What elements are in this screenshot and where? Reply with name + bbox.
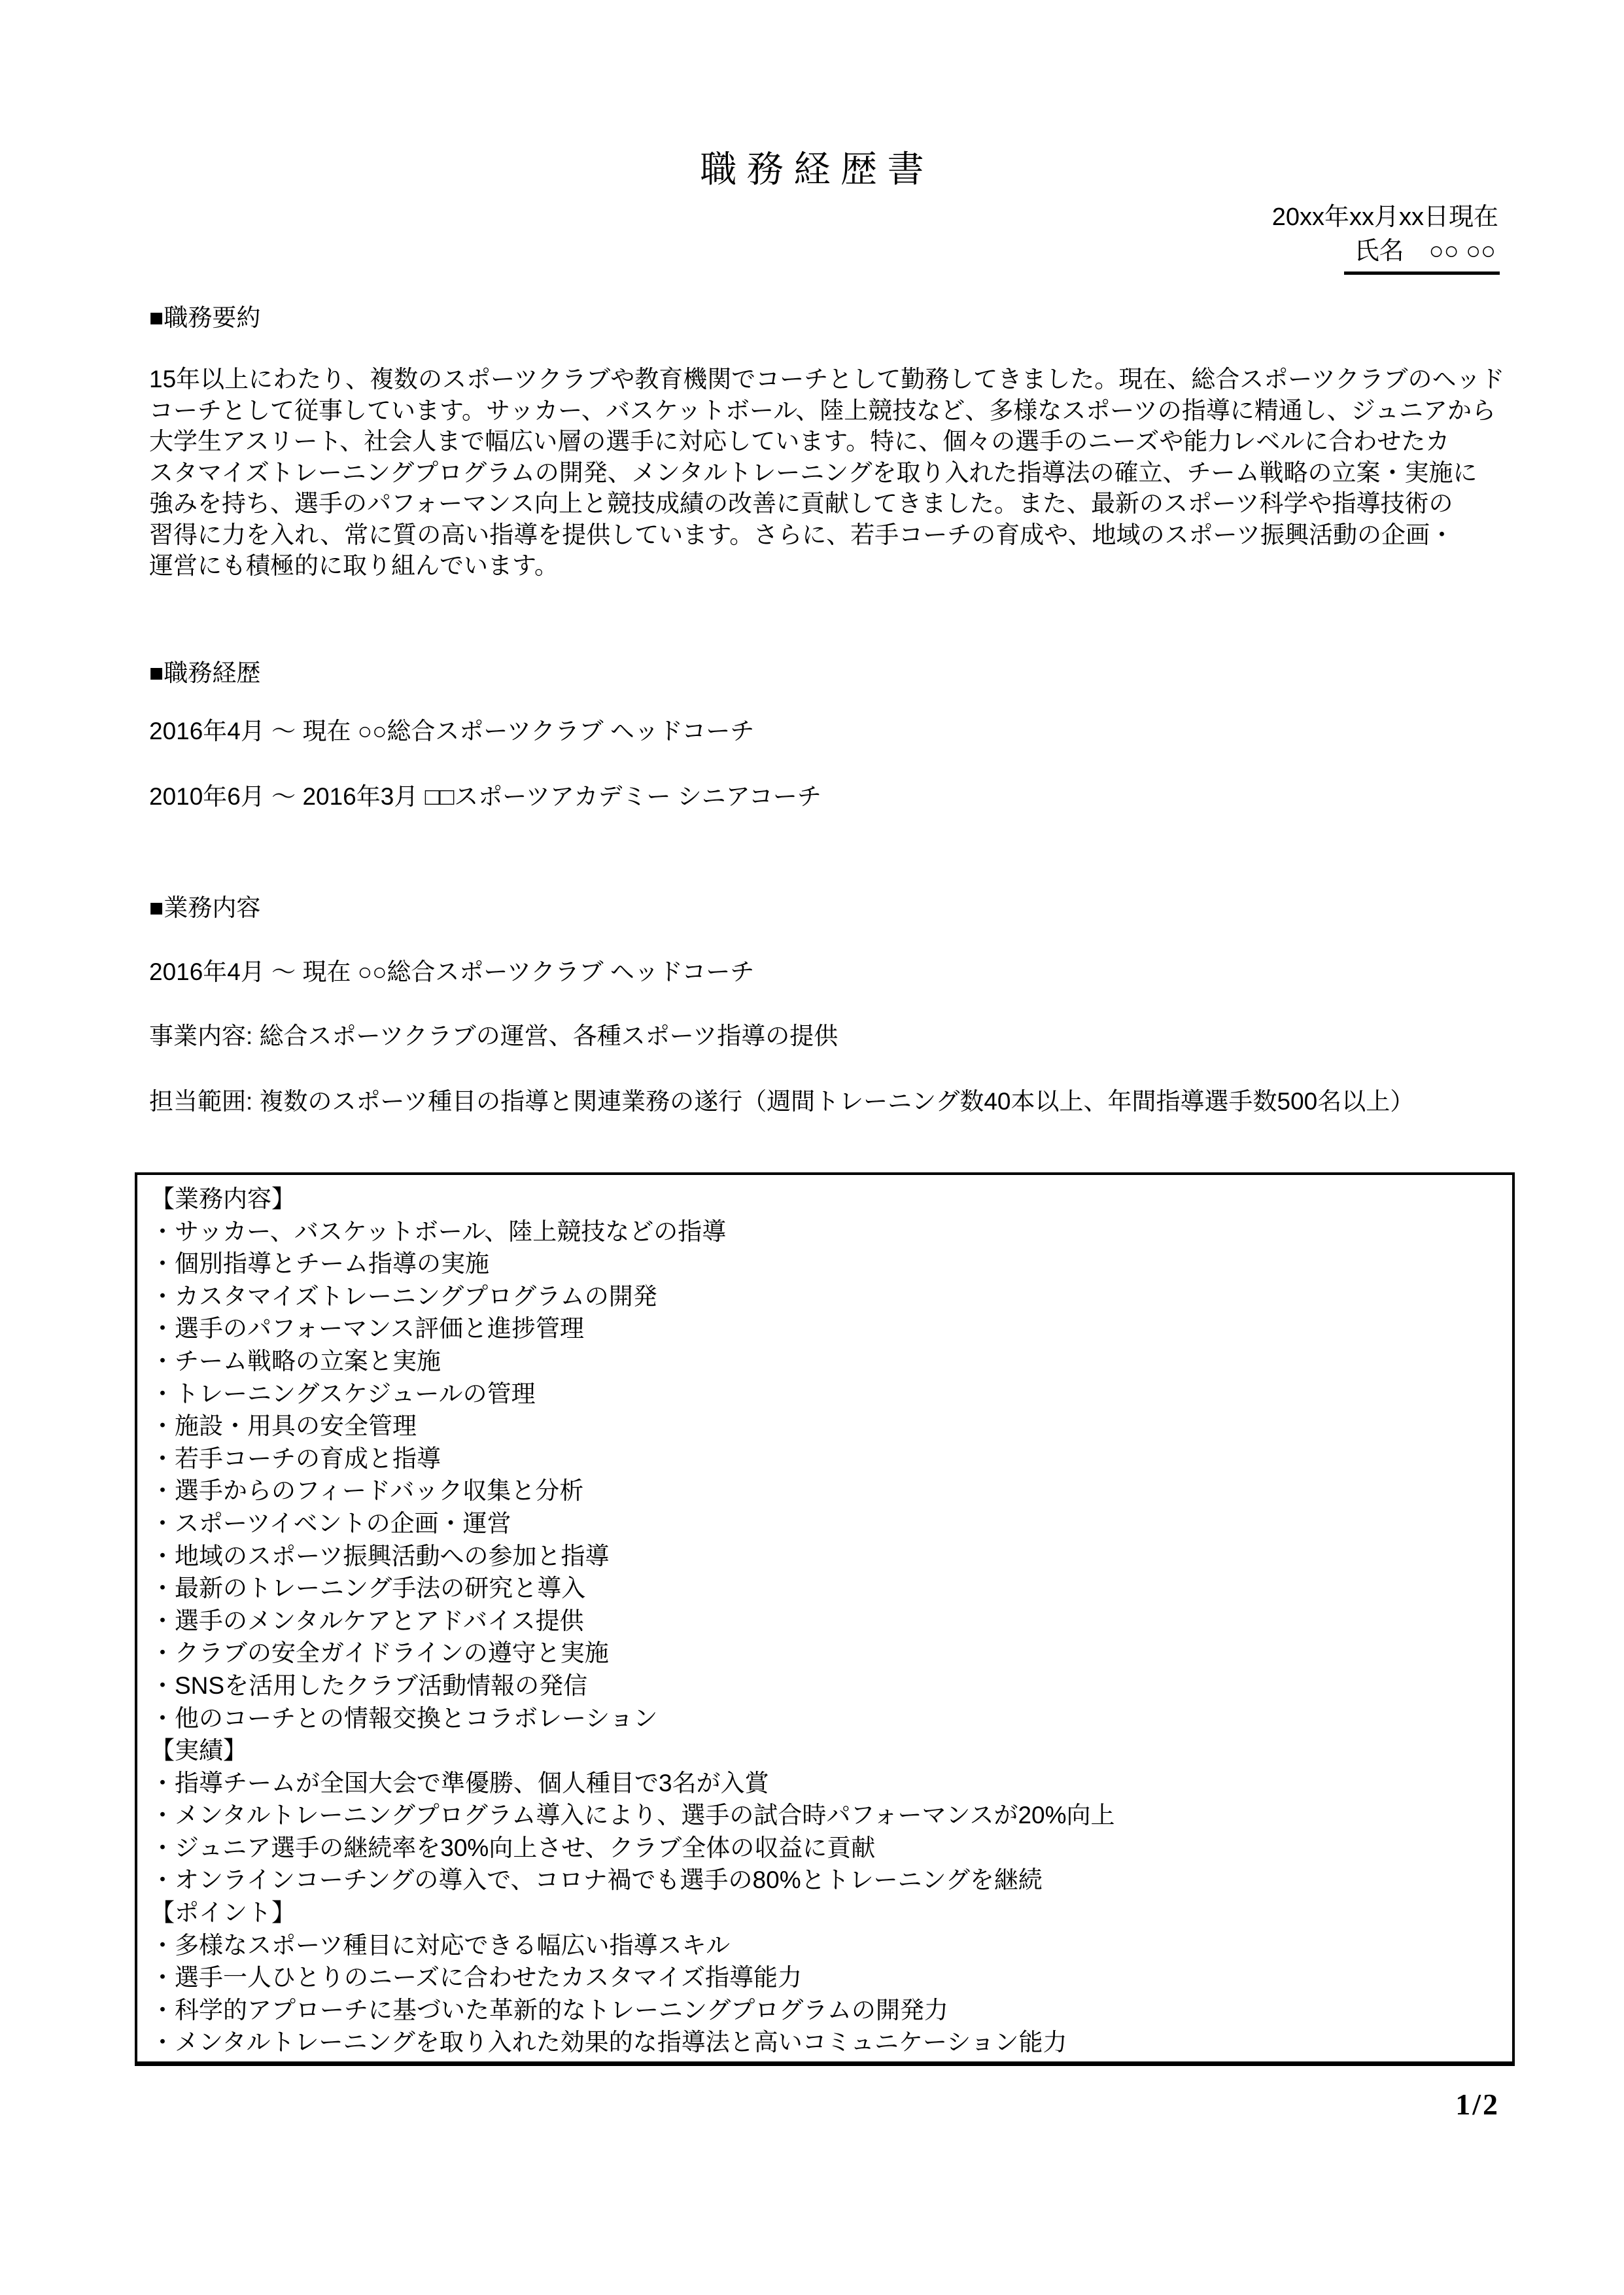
name-line: 氏名 ○○ ○○ (1344, 230, 1500, 275)
summary-paragraph (149, 364, 1504, 582)
career-entries (149, 716, 821, 847)
detail-box-line: ・施設・用具の安全管理 (150, 1412, 417, 1440)
detail-box-line: ・科学的アプローチに基づいた革新的なトレーニングプログラムの開発力 (150, 1996, 948, 2023)
duties-section-header: ■業務内容 (149, 894, 261, 921)
detail-box-line: ・サッカー、バスケットボール、陸上競技などの指導 (150, 1218, 727, 1245)
detail-box-line: 【実績】 (150, 1737, 247, 1764)
summary-paragraph-line: 強みを持ち、選手のパフォーマンス向上と競技成績の改善に貢献してきました。また、最新のスポーツ科学や指導技術の (149, 490, 1453, 517)
detail-box-line: ・選手一人ひとりのニーズに合わせたカスタマイズ指導能力 (150, 1964, 803, 1991)
summary-section-header: ■職務要約 (149, 304, 261, 331)
page-number: 1/2 (1455, 2088, 1500, 2121)
detail-box-line: ・スポーツイベントの企画・運営 (150, 1509, 511, 1537)
duties-period-line: 2016年4月 ～ 現在 ○○総合スポーツクラブ ヘッドコーチ (149, 958, 755, 985)
detail-box-line: ・SNSを活用したクラブ活動情報の発信 (150, 1672, 588, 1699)
detail-box-line: ・オンラインコーチングの導入で、コロナ禍でも選手の80%とトレーニングを継続 (150, 1866, 1043, 1894)
detail-box-line: ・他のコーチとの情報交換とコラボレーション (150, 1704, 658, 1732)
detail-box-line: ・指導チームが全国大会で準優勝、個人種目で3名が入賞 (150, 1769, 769, 1796)
detail-box-line: ・メンタルトレーニングを取り入れた効果的な指導法と高いコミュニケーション能力 (150, 2029, 1067, 2056)
detail-box-line: ・地域のスポーツ振興活動への参加と指導 (150, 1542, 610, 1569)
summary-paragraph-line: 大学生アスリート、社会人まで幅広い層の選手に対応しています。特に、個々の選手のニーズや能力レベルに合わせたカ (149, 428, 1450, 455)
detail-box-line: ・チーム戦略の立案と実施 (150, 1347, 441, 1375)
detail-box-line: ・若手コーチの育成と指導 (150, 1445, 441, 1472)
current-date-line: 20xx年xx月xx日現在 (1271, 203, 1498, 231)
detail-box-line: ・選手のパフォーマンス評価と進捗管理 (150, 1315, 585, 1342)
page-title: 職 務 経 歴 書 (700, 149, 924, 190)
summary-paragraph-line: コーチとして従事しています。サッカー、バスケットボール、陸上競技など、多様なスポーツの指導に精通し、ジュニアから (149, 396, 1496, 424)
detail-box-line: ・カスタマイズトレーニングプログラムの開発 (150, 1282, 657, 1310)
detail-box-line: ・トレーニングスケジュールの管理 (150, 1380, 536, 1407)
summary-paragraph-line: 15年以上にわたり、複数のスポーツクラブや教育機関でコーチとして勤務してきました。現在、総合スポーツクラブのヘッド (149, 366, 1505, 393)
summary-paragraph-line: 運営にも積極的に取り組んでいます。 (149, 552, 559, 579)
detail-box-line: ・個別指導とチーム指導の実施 (150, 1250, 489, 1278)
career-section-header: ■職務経歴 (149, 659, 261, 686)
detail-box-line: ・最新のトレーニング手法の研究と導入 (150, 1575, 586, 1602)
detail-box-line: ・ジュニア選手の継続率を30%向上させ、クラブ全体の収益に貢献 (150, 1834, 876, 1861)
detail-box-line: ・クラブの安全ガイドラインの遵守と実施 (150, 1639, 609, 1667)
career-entry: 2016年4月 ～ 現在 ○○総合スポーツクラブ ヘッドコーチ (149, 718, 755, 745)
detail-box-line: ・メンタルトレーニングプログラム導入により、選手の試合時パフォーマンスが20%向上 (150, 1802, 1115, 1829)
duties-business-line: 事業内容: 総合スポーツクラブの運営、各種スポーツ指導の提供 (149, 1023, 838, 1049)
detail-box-line: ・選手からのフィードバック収集と分析 (150, 1477, 584, 1505)
detail-box-line: 【ポイント】 (150, 1899, 296, 1927)
summary-paragraph-line: スタマイズトレーニングプログラムの開発、メンタルトレーニングを取り入れた指導法の確立、チーム戦略の立案・実施に (149, 459, 1477, 486)
summary-paragraph-line: 習得に力を入れ、常に質の高い指導を提供しています。さらに、若手コーチの育成や、地域のスポーツ振興活動の企画・ (149, 521, 1455, 548)
career-entry: 2010年6月 ～ 2016年3月 □□スポーツアカデミー シニアコーチ (149, 783, 821, 810)
detail-box-line: ・選手のメンタルケアとアドバイス提供 (150, 1607, 584, 1634)
duties-scope-line: 担当範囲: 複数のスポーツ種目の指導と関連業務の遂行（週間トレーニング数40本以上、年間指導選手数500名以上） (149, 1088, 1415, 1115)
detail-box (135, 1172, 1515, 2066)
detail-box-line: 【業務内容】 (150, 1185, 296, 1212)
detail-box-line: ・多様なスポーツ種目に対応できる幅広い指導スキル (150, 1931, 731, 1959)
